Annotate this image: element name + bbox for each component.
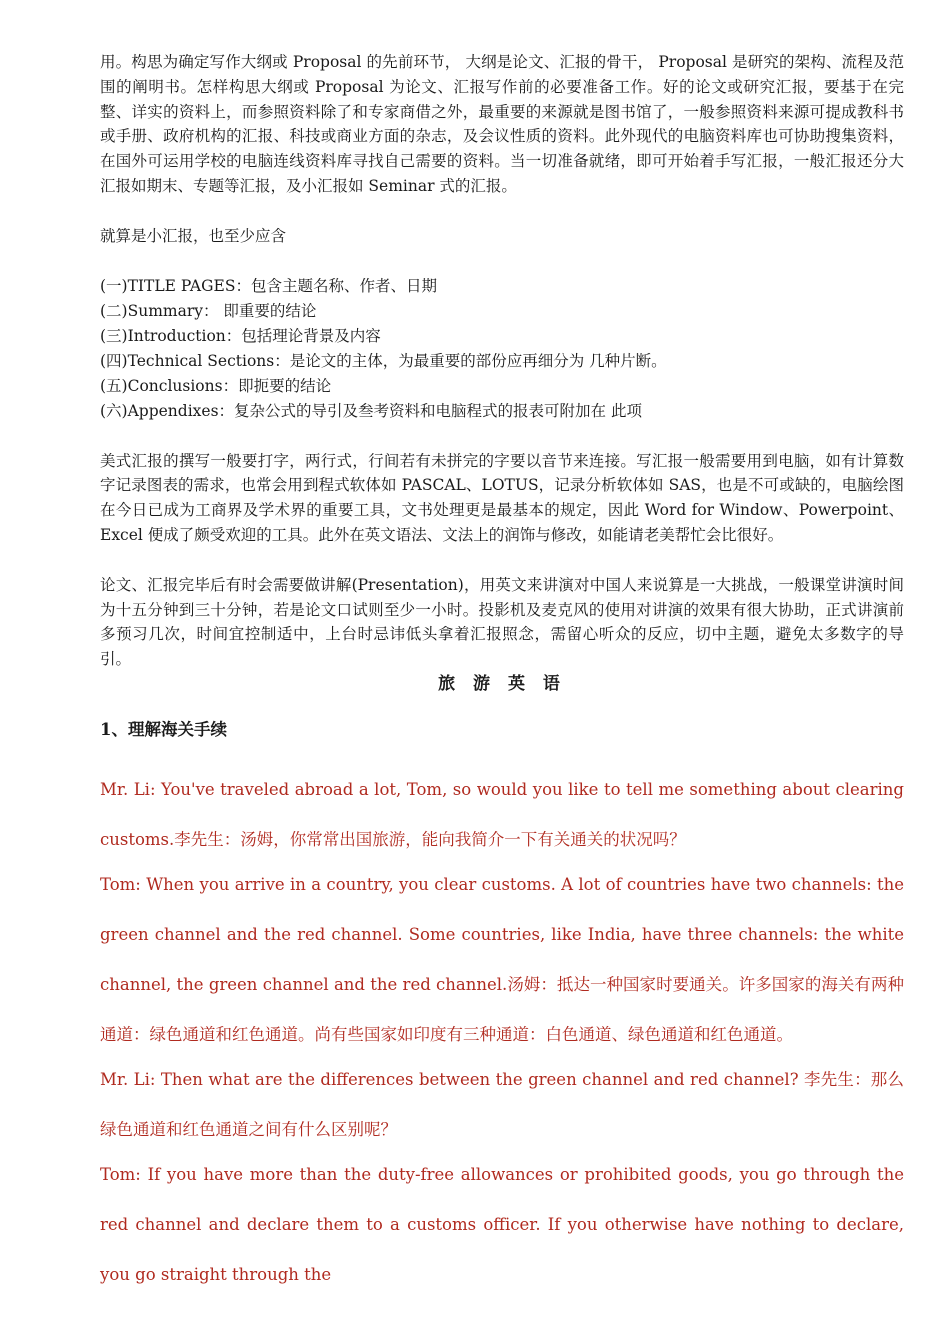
section-title: 旅 游 英 语 bbox=[438, 673, 566, 694]
intro-paragraph: 用。构思为确定写作大纲或 Proposal 的先前环节， 大纲是论文、汇报的骨干， Proposal 是研究的架构、流程及范围的阐明书。怎样构思大纲或 Proposal 为论文、汇报写作前的必要准备工作。好的论文或研究汇报，要基于在完整、详实的资料上，而参照资料除了和专家商借之外，最重要的来源就是图书馆了，一般参照资料来源可提成教科书或手册、政府机构的汇报、科技或商业方面的杂志，及会议性质的资料。此外现代的电脑资料库也可协助搜集资料，在国外可运用学校的电脑连线资料库寻找自己需要的资料。当一切准备就绪，即可开始着手写汇报，一般汇报还分大汇报如期末、专题等汇报，及小汇报如 Seminar 式的汇报。 bbox=[100, 53, 904, 195]
dialog-line: Tom: If you have more than the duty-free allowances or prohibited goods, you go through the red channel and declare them to a customs officer. If you otherwise have nothing to declare, you go straight through the bbox=[100, 1164, 904, 1284]
paragraph-spacer bbox=[100, 249, 904, 274]
report-sections-list bbox=[100, 274, 904, 424]
typing-paragraph: 美式汇报的撰写一般要打字，两行式，行间若有未拼完的字要以音节来连接。写汇报一般需要用到电脑，如有计算数字记录图表的需求，也常会用到程式软体如 PASCAL、LOTUS，记录分析软体如 SAS，也是不可或缺的，电脑绘图在今日已成为工商界及学术界的重要工具，文书处理更是最基本的规定，因此 Word for Window、Powerpoint、Excel 便成了颇受欢迎的工具。此外在英文语法、文法上的润饰与修改，如能请老美帮忙会比很好。 bbox=[100, 451, 904, 544]
lead-in-text: 就算是小汇报，也至少应含 bbox=[100, 226, 287, 245]
document-body bbox=[100, 50, 904, 1300]
subsection-title: 1、理解海关手续 bbox=[100, 719, 227, 739]
dialog-line: Tom: When you arrive in a country, you clear customs. A lot of countries have two channels: the green channel and the red channel. Some countries, like India, have three channels: the white channel, the green channel and the red channel.汤姆：抵达一种国家时要通关。许多国家的海关有两种通道：绿色通道和红色通道。尚有些国家如印度有三种通道：白色通道、绿色通道和红色通道。 bbox=[100, 874, 904, 1044]
dialog-block bbox=[100, 765, 904, 1300]
paragraph-spacer bbox=[100, 199, 904, 224]
list-item: (一)TITLE PAGES：包含主题名称、作者、日期 bbox=[100, 276, 437, 295]
list-item: (二)Summary： 即重要的结论 bbox=[100, 301, 317, 320]
paragraph-spacer bbox=[100, 548, 904, 573]
list-item: (六)Appendixes：复杂公式的导引及叁考资料和电脑程式的报表可附加在 此项 bbox=[100, 401, 642, 420]
dialog-line: Mr. Li: You've traveled abroad a lot, Tom, so would you like to tell me something about clearing customs.李先生：汤姆，你常常出国旅游，能向我简介一下有关通关的状况吗？ bbox=[100, 779, 904, 849]
presentation-paragraph: 论文、汇报完毕后有时会需要做讲解(Presentation)，用英文来讲演对中国人来说算是一大挑战，一般课堂讲演时间为十五分钟到三十分钟，若是论文口试则至少一小时。投影机及麦克风的使用对讲演的效果有很大协助，正式讲演前多预习几次，时间宜控制适中，上台时忌讳低头拿着汇报照念，需留心听众的反应，切中主题，避免太多数字的导引。 bbox=[100, 575, 904, 669]
list-item: (三)Introduction：包括理论背景及内容 bbox=[100, 326, 381, 345]
list-item: (四)Technical Sections：是论文的主体，为最重要的部份应再细分为 几种片断。 bbox=[100, 351, 667, 370]
list-item: (五)Conclusions：即扼要的结论 bbox=[100, 376, 332, 395]
paragraph-spacer bbox=[100, 424, 904, 449]
dialog-line: Mr. Li: Then what are the differences between the green channel and red channel? 李先生：那么绿色通道和红色通道之间有什么区别呢？ bbox=[100, 1069, 904, 1139]
